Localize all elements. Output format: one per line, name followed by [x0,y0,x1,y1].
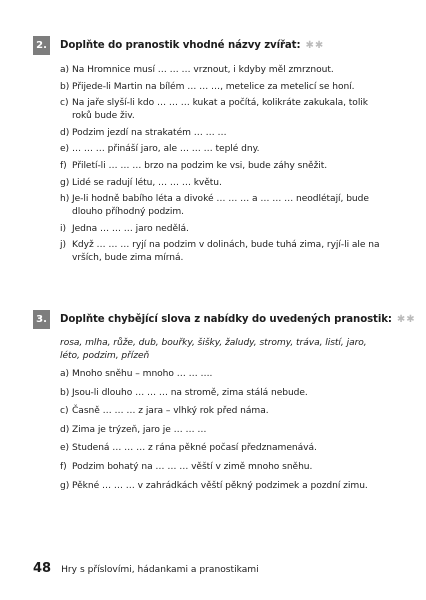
list-item [60,97,390,122]
item-letter: c) [60,406,69,417]
task-number-badge: 3. [33,310,50,329]
task-title: Doplňte do pranostik vhodné názvy zvířat: [60,40,301,51]
page-number: 48 [33,561,52,576]
list-item [60,81,390,94]
item-text: Na jaře slyší-li kdo … … … kukat a počítá, kolikráte zakukala, tolik roků bude živ. [72,98,368,121]
item-letter: e) [60,443,70,454]
item-text: Časně … … … z jara – vlhký rok před náma. [72,406,269,417]
item-text: Přijede-li Martin na bílém … … …, metelice za metelicí se honí. [72,81,355,92]
item-letter: g) [60,480,70,491]
item-text: Na Hromnice musí … … … vrznout, i kdyby měl zmrznout. [72,65,334,75]
item-letter: b) [60,387,70,398]
footer-title: Hry s příslovími, hádankami a pranostikami [61,565,259,575]
list-item [60,193,390,218]
item-letter: f) [60,461,67,472]
item-text: Jsou-li dlouho … … … na stromě, zima stálá nebude. [72,387,308,398]
item-text: Podzim bohatý na … … … věští v zimě mnoho sněhu. [72,461,313,472]
item-letter: a) [60,65,70,75]
item-text: … … … přináší jaro, ale … … … teplé dny. [72,144,260,155]
difficulty-stars [397,315,415,325]
star-icon: ✱ [305,39,314,51]
item-letter: d) [60,424,70,435]
star-icon: ✱ [314,39,324,51]
list-item [60,405,390,418]
item-text: Jedna … … … jaro nedělá. [72,223,189,234]
task-2-list [60,64,390,268]
list-item [60,64,390,77]
list-item [60,177,390,190]
item-text: Když … … … ryjí na podzim v dolinách, bude tuhá zima, ryjí-li ale na vrších, bude zima mírná. [72,240,380,263]
item-text: Studená … … … z rána pěkné počasí předznamenává. [72,443,317,454]
item-letter: j) [60,240,66,251]
item-text: Zima je trýzeň, jaro je … … … [72,424,207,435]
item-letter: g) [60,177,70,188]
item-letter: b) [60,81,70,92]
page-footer [33,561,259,576]
task-title: Doplňte chybějící slova z nabídky do uvedených pranostik: [60,314,392,325]
list-item [60,480,390,493]
item-letter: h) [60,194,70,205]
item-text: Je-li hodně babího léta a divoké … … … a … … … neodlétají, bude dlouho příhodný podzim. [72,194,369,217]
item-letter: c) [60,98,69,109]
list-item [60,368,390,381]
star-icon: ✱ [396,313,406,325]
word-bank: rosa, mlha, růže, dub, bouřky, šišky, žaludy, stromy, tráva, listí, jaro, léto, podzim, přízeň [60,338,367,361]
difficulty-stars [305,41,323,51]
task-2-header [33,36,323,55]
list-item [60,461,390,474]
item-letter: a) [60,369,70,379]
item-text: Přiletí-li … … … brzo na podzim ke vsi, bude záhy sněžit. [72,160,328,171]
list-item [60,239,390,264]
item-letter: d) [60,127,70,138]
item-text: Lidé se radují létu, … … … květu. [72,177,222,188]
list-item [60,424,390,437]
star-icon: ✱ [406,313,415,325]
item-letter: i) [60,223,66,234]
item-text: Podzim jezdí na strakatém … … … [72,127,227,138]
list-item [60,442,390,455]
list-item [60,143,390,156]
list-item [60,387,390,400]
item-letter: e) [60,144,70,155]
task-3-header [33,310,415,329]
item-text: Pěkné … … … v zahrádkách věští pěkný podzimek a pozdní zimu. [72,480,368,491]
item-letter: f) [60,160,67,171]
item-text: Mnoho sněhu – mnoho … … …. [72,369,213,379]
task-number-badge: 2. [33,36,50,55]
list-item [60,160,390,173]
task-3-list [60,368,390,498]
list-item [60,127,390,140]
list-item [60,223,390,236]
